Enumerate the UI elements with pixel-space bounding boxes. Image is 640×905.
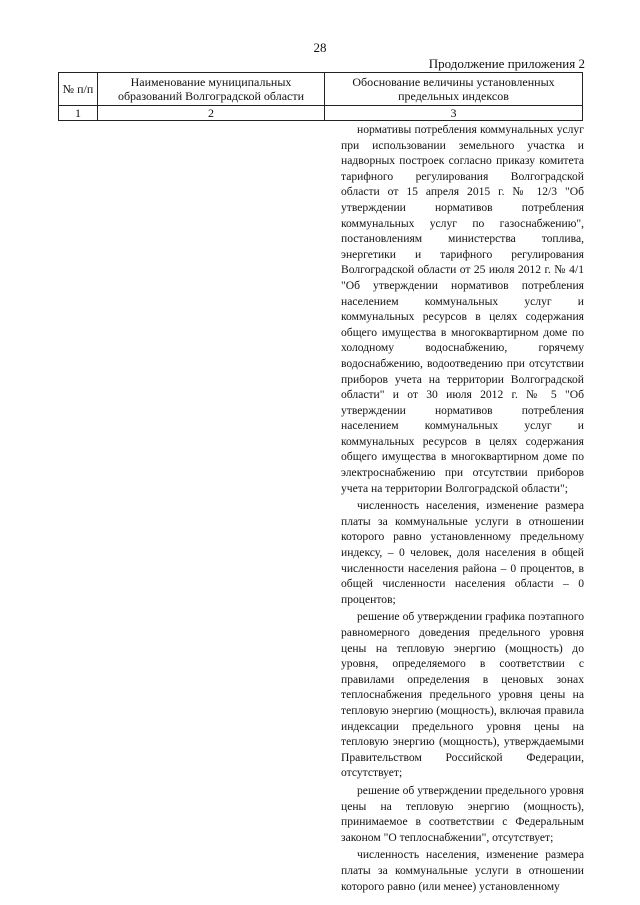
column-number-row [59,106,583,121]
paragraph: решение об утверждении графика поэтапного равномерного доведения предельного уровня цены на тепловую энергию (мощность) до уровня, определяемого в соответствии с правилами определения в ценовых зонах теплоснабжения предельного уровня цены на тепловую энергию (мощность), включая правила индексации предельного уровня цены на тепловую энергию (мощность), утверждаемыми Правительством Российской Федерации, отсутствует; [341,610,584,780]
paragraph: численность населения, изменение размера платы за коммунальные услуги в отношении которого равно (или менее) установленному [341,848,584,893]
paragraph: нормативы потребления коммунальных услуг при использовании земельного участка и надворных построек согласно приказу комитета тарифного регулирования Волгоградской области от 15 апреля 2015 г. № 12/3 "Об утверждении нормативов потребления коммунальных услуг по газоснабжению", постановлениям министерства топлива, энергетики и тарифного регулирования Волгоградской области от 25 июля 2012 г. № 4/1 "Об утверждении нормативов потребления населением коммунальных услуг и коммунальных ресурсов в целях содержания общего имущества в многоквартирном доме по холодному водоснабжению, горячему водоснабжению, водоотведению при отсутствии приборов учета на территории Волгоградской области" и от 30 июля 2012 г. № 5 "Об утверждении нормативов потребления населением коммунальных услуг и коммунальных ресурсов в целях содержания общего имущества в многоквартирном доме по электроснабжению при отсутствии приборов учета на территории Волгоградской области"; [341,123,584,495]
header-cell-justification: Обоснование величины установленных предельных индексов [325,73,583,106]
continuation-label: Продолжение приложения 2 [428,56,585,71]
justification-text [341,122,584,894]
table-header-row [59,73,583,106]
column-number-1: 1 [59,106,98,121]
paragraph: решение об утверждении предельного уровня цены на тепловую энергию (мощность), принимаемое в соответствии с Федеральным законом "О теплоснабжении", отсутствует; [341,783,584,844]
header-table [58,72,583,121]
column-number-2: 2 [98,106,325,121]
header-cell-municipality: Наименование муниципальных образований Волгоградской области [98,73,325,106]
paragraph: численность населения, изменение размера платы за коммунальные услуги в отношении которого равно установленному предельному индексу, – 0 человек, доля населения в общей численности населения района – 0 процентов, в общей численности населения области – 0 процентов; [341,499,584,606]
page-number: 28 [313,40,327,55]
header-cell-number: № п/п [59,73,98,106]
column-number-3: 3 [325,106,583,121]
